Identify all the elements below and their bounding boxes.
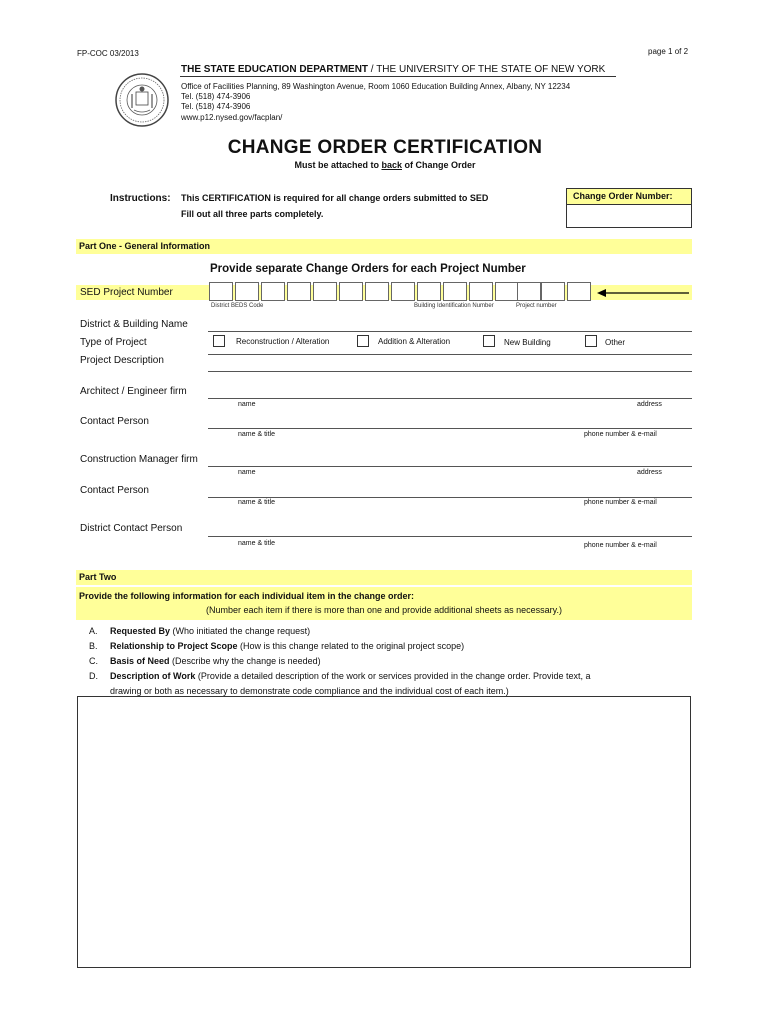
- type-reconstruction-label: Reconstruction / Alteration: [236, 337, 330, 346]
- part-two-provide: Provide the following information for each individual item in the change order:: [79, 591, 415, 601]
- part-two-item-list: [89, 624, 591, 699]
- architect-name-caption: name: [238, 401, 256, 408]
- type-reconstruction-checkbox[interactable]: [213, 335, 225, 347]
- type-other-label: Other: [605, 338, 626, 347]
- part-two-number-note: (Number each item if there is more than one and provide additional sheets as necessary.): [205, 605, 563, 615]
- project-description-label: Project Description: [80, 355, 164, 366]
- cm-contact-label: Contact Person: [80, 485, 149, 496]
- department-title: THE STATE EDUCATION DEPARTMENT / THE UNIVERSITY OF THE STATE OF NEW YORK: [181, 64, 606, 75]
- instructions-line-1: This CERTIFICATION is required for all change orders submitted to SED: [181, 193, 489, 203]
- telephone-1: Tel. (518) 474-3906: [181, 92, 251, 101]
- telephone-2: Tel. (518) 474-3906: [181, 102, 251, 111]
- architect-contact-phone-caption: phone number & e-mail: [584, 431, 657, 438]
- type-other-checkbox[interactable]: [585, 335, 597, 347]
- part-two-instructions-band: [76, 587, 692, 620]
- cm-contact-name-caption: name & title: [238, 499, 275, 506]
- change-order-number-box[interactable]: [566, 188, 692, 228]
- district-contact-phone-caption: phone number & e-mail: [584, 542, 657, 549]
- cm-firm-line[interactable]: [208, 466, 692, 467]
- instructions-line-2: Fill out all three parts completely.: [181, 209, 324, 219]
- state-seal-icon: [114, 72, 170, 128]
- architect-firm-label: Architect / Engineer firm: [80, 386, 187, 397]
- type-new-building-label: New Building: [504, 338, 551, 347]
- description-line-2[interactable]: [208, 371, 692, 372]
- item-c: C. Basis of Need (Describe why the change is needed): [89, 656, 321, 666]
- page-title: CHANGE ORDER CERTIFICATION: [227, 137, 543, 158]
- district-building-line[interactable]: [208, 331, 692, 332]
- part-two-heading: Part Two: [76, 570, 692, 585]
- district-contact-label: District Contact Person: [80, 523, 183, 534]
- change-order-number-label: Change Order Number:: [567, 189, 691, 205]
- part-one-heading: Part One - General Information: [76, 239, 692, 254]
- architect-line[interactable]: [208, 398, 692, 399]
- sed-project-label: SED Project Number: [80, 287, 173, 298]
- district-contact-line[interactable]: [208, 536, 692, 537]
- district-building-label: District & Building Name: [80, 319, 188, 330]
- item-d-continued: drawing or both as necessary to demonstrate code compliance and the individual cost of each item.): [110, 686, 509, 696]
- cm-name-caption: name: [238, 469, 256, 476]
- page-subtitle: Must be attached to back of Change Order: [294, 160, 476, 170]
- building-id-caption: Building Identification Number: [414, 303, 494, 309]
- office-address: Office of Facilities Planning, 89 Washington Avenue, Room 1060 Education Building Annex, Albany, NY 12234: [181, 82, 571, 91]
- page-number: page 1 of 2: [648, 47, 689, 56]
- type-new-building-checkbox[interactable]: [483, 335, 495, 347]
- type-addition-checkbox[interactable]: [357, 335, 369, 347]
- type-of-project-label: Type of Project: [80, 337, 147, 348]
- header-rule: [180, 76, 616, 77]
- provide-separate-note: Provide separate Change Orders for each Project Number: [210, 263, 526, 275]
- arrow-left-icon: [597, 287, 689, 299]
- project-number-caption: Project number: [516, 303, 557, 309]
- district-beds-code-caption: District BEDS Code: [211, 303, 264, 309]
- architect-contact-line[interactable]: [208, 428, 692, 429]
- architect-contact-label: Contact Person: [80, 416, 149, 427]
- instructions-label: Instructions:: [110, 193, 171, 204]
- cm-contact-line[interactable]: [208, 497, 692, 498]
- description-line-1[interactable]: [208, 354, 692, 355]
- cm-contact-phone-caption: phone number & e-mail: [584, 499, 657, 506]
- item-d: D. Description of Work (Provide a detailed description of the work or services provided in the change order. Provide text, a: [89, 671, 591, 681]
- architect-contact-name-caption: name & title: [238, 431, 275, 438]
- cm-address-caption: address: [637, 469, 662, 476]
- cm-firm-label: Construction Manager firm: [80, 454, 198, 465]
- part-two-response-area[interactable]: [77, 696, 691, 968]
- item-b: B. Relationship to Project Scope (How is this change related to the original project scope): [89, 641, 465, 651]
- website: www.p12.nysed.gov/facplan/: [181, 113, 283, 122]
- district-contact-name-caption: name & title: [238, 540, 275, 547]
- item-a: A. Requested By (Who initiated the change request): [89, 626, 311, 636]
- type-addition-label: Addition & Alteration: [378, 337, 451, 346]
- architect-address-caption: address: [637, 401, 662, 408]
- form-code: FP-COC 03/2013: [77, 49, 139, 58]
